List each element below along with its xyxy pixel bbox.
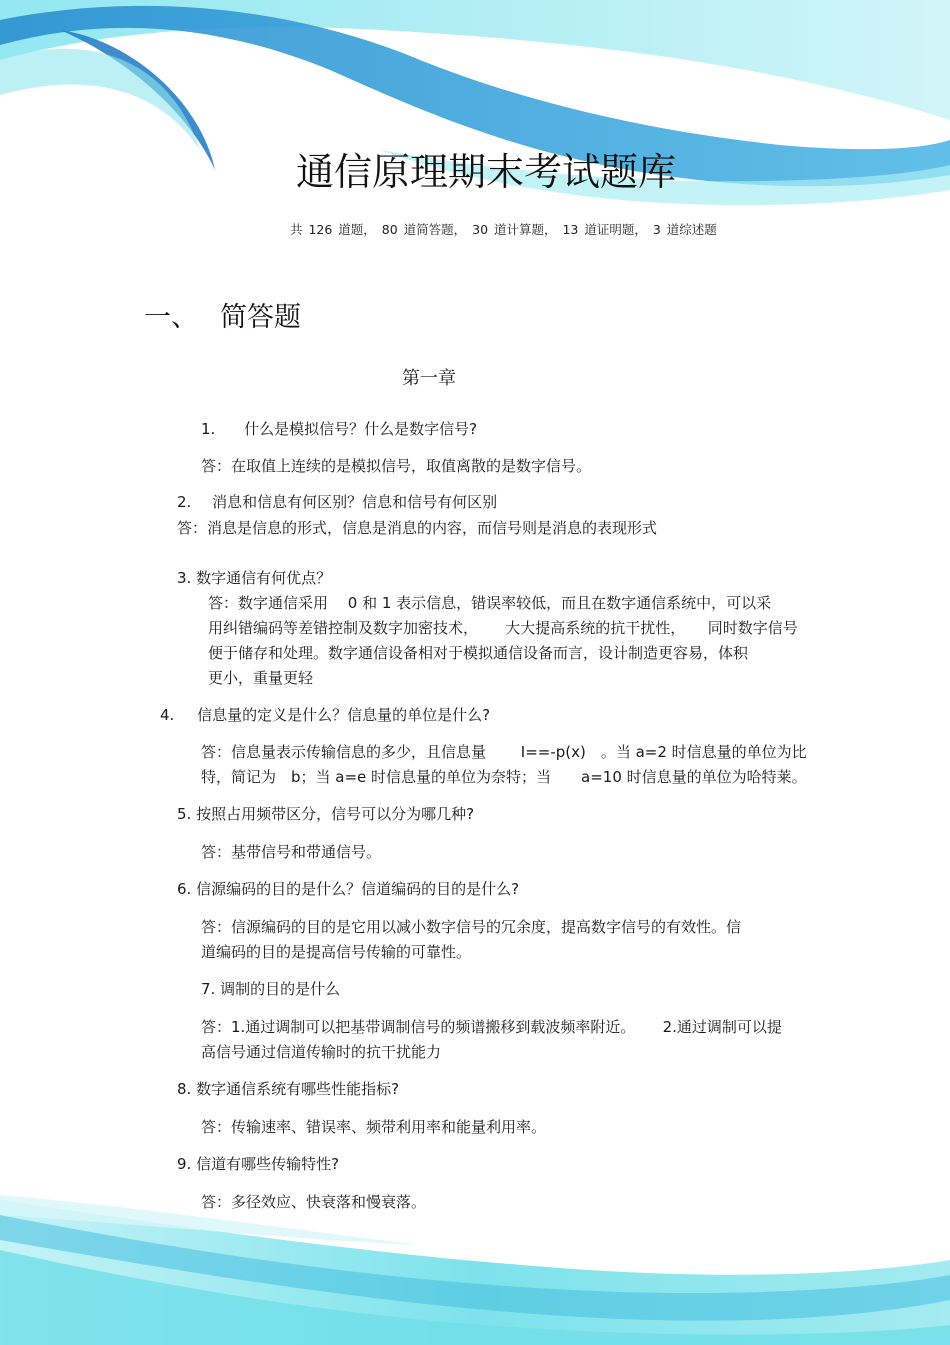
answer-6-line-2: 道编码的目的是提高信号传输的可靠性。	[201, 943, 472, 961]
question-text: 什么是模拟信号？什么是数字信号?	[244, 420, 478, 438]
answer-7-line-2: 高信号通过信道传输时的抗干扰能力	[201, 1043, 442, 1061]
question-number: 2.	[177, 493, 192, 511]
answer-6-line-1: 答：信源编码的目的是它用以减小数字信号的冗余度，提高数字信号的有效性。信	[201, 918, 742, 936]
question-text: 信息量的定义是什么？信息量的单位是什么?	[197, 706, 491, 724]
answer-2: 答：消息是信息的形式，信息是消息的内容，而信号则是消息的表现形式	[177, 519, 658, 537]
chapter-heading: 第一章	[402, 368, 456, 389]
question-8: 8. 数字通信系统有哪些性能指标?	[177, 1080, 400, 1098]
question-5: 5. 按照占用频带区分，信号可以分为哪几种?	[177, 805, 475, 823]
answer-3-line-4: 更小，重量更轻	[208, 669, 314, 687]
question-4	[160, 706, 490, 724]
question-1	[201, 420, 477, 438]
section-number: 一、	[144, 302, 198, 333]
question-count-summary: 共 126 道题， 80 道简答题， 30 道计算题， 13 道证明题， 3 道综述题	[290, 222, 717, 237]
section-label: 简答题	[220, 302, 301, 333]
answer-3-line-2: 用纠错编码等差错控制及数字加密技术， 大大提高系统的抗干扰性， 同时数字信号	[208, 619, 798, 637]
question-3: 3. 数字通信有何优点？	[177, 569, 332, 587]
question-number: 4.	[160, 706, 175, 724]
question-6: 6. 信源编码的目的是什么？信道编码的目的是什么?	[177, 880, 520, 898]
section-heading	[144, 302, 301, 334]
answer-1: 答：在取值上连续的是模拟信号，取值离散的是数字信号。	[201, 457, 592, 475]
question-text: 消息和信息有何区别？信息和信号有何区别	[212, 493, 498, 511]
answer-9: 答：多径效应、快衰落和慢衰落。	[201, 1193, 427, 1211]
page-title: 通信原理期末考试题库	[296, 150, 677, 194]
question-9: 9. 信道有哪些传输特性?	[177, 1155, 340, 1173]
question-7: 7. 调制的目的是什么	[201, 980, 341, 998]
answer-4-line-1: 答：信息量表示传输信息的多少，且信息量 I==-p(x) 。当 a=2 时信息量的单位为比	[201, 743, 807, 761]
answer-8: 答：传输速率、错误率、频带利用率和能量利用率。	[201, 1118, 547, 1136]
question-number: 1.	[201, 420, 216, 438]
question-2	[177, 493, 497, 511]
answer-3-line-3: 便于储存和处理。数字通信设备相对于模拟通信设备而言，设计制造更容易，体积	[208, 644, 749, 662]
answer-7-line-1: 答：1.通过调制可以把基带调制信号的频谱搬移到载波频率附近。 2.通过调制可以提	[201, 1018, 782, 1036]
answer-5: 答：基带信号和带通信号。	[201, 843, 382, 861]
answer-4-line-2: 特，简记为 b；当 a=e 时信息量的单位为奈特；当 a=10 时信息量的单位为哈特莱。	[201, 768, 807, 786]
answer-3-line-1: 答：数字通信采用 0 和 1 表示信息，错误率较低，而且在数字通信系统中，可以采	[208, 594, 772, 612]
